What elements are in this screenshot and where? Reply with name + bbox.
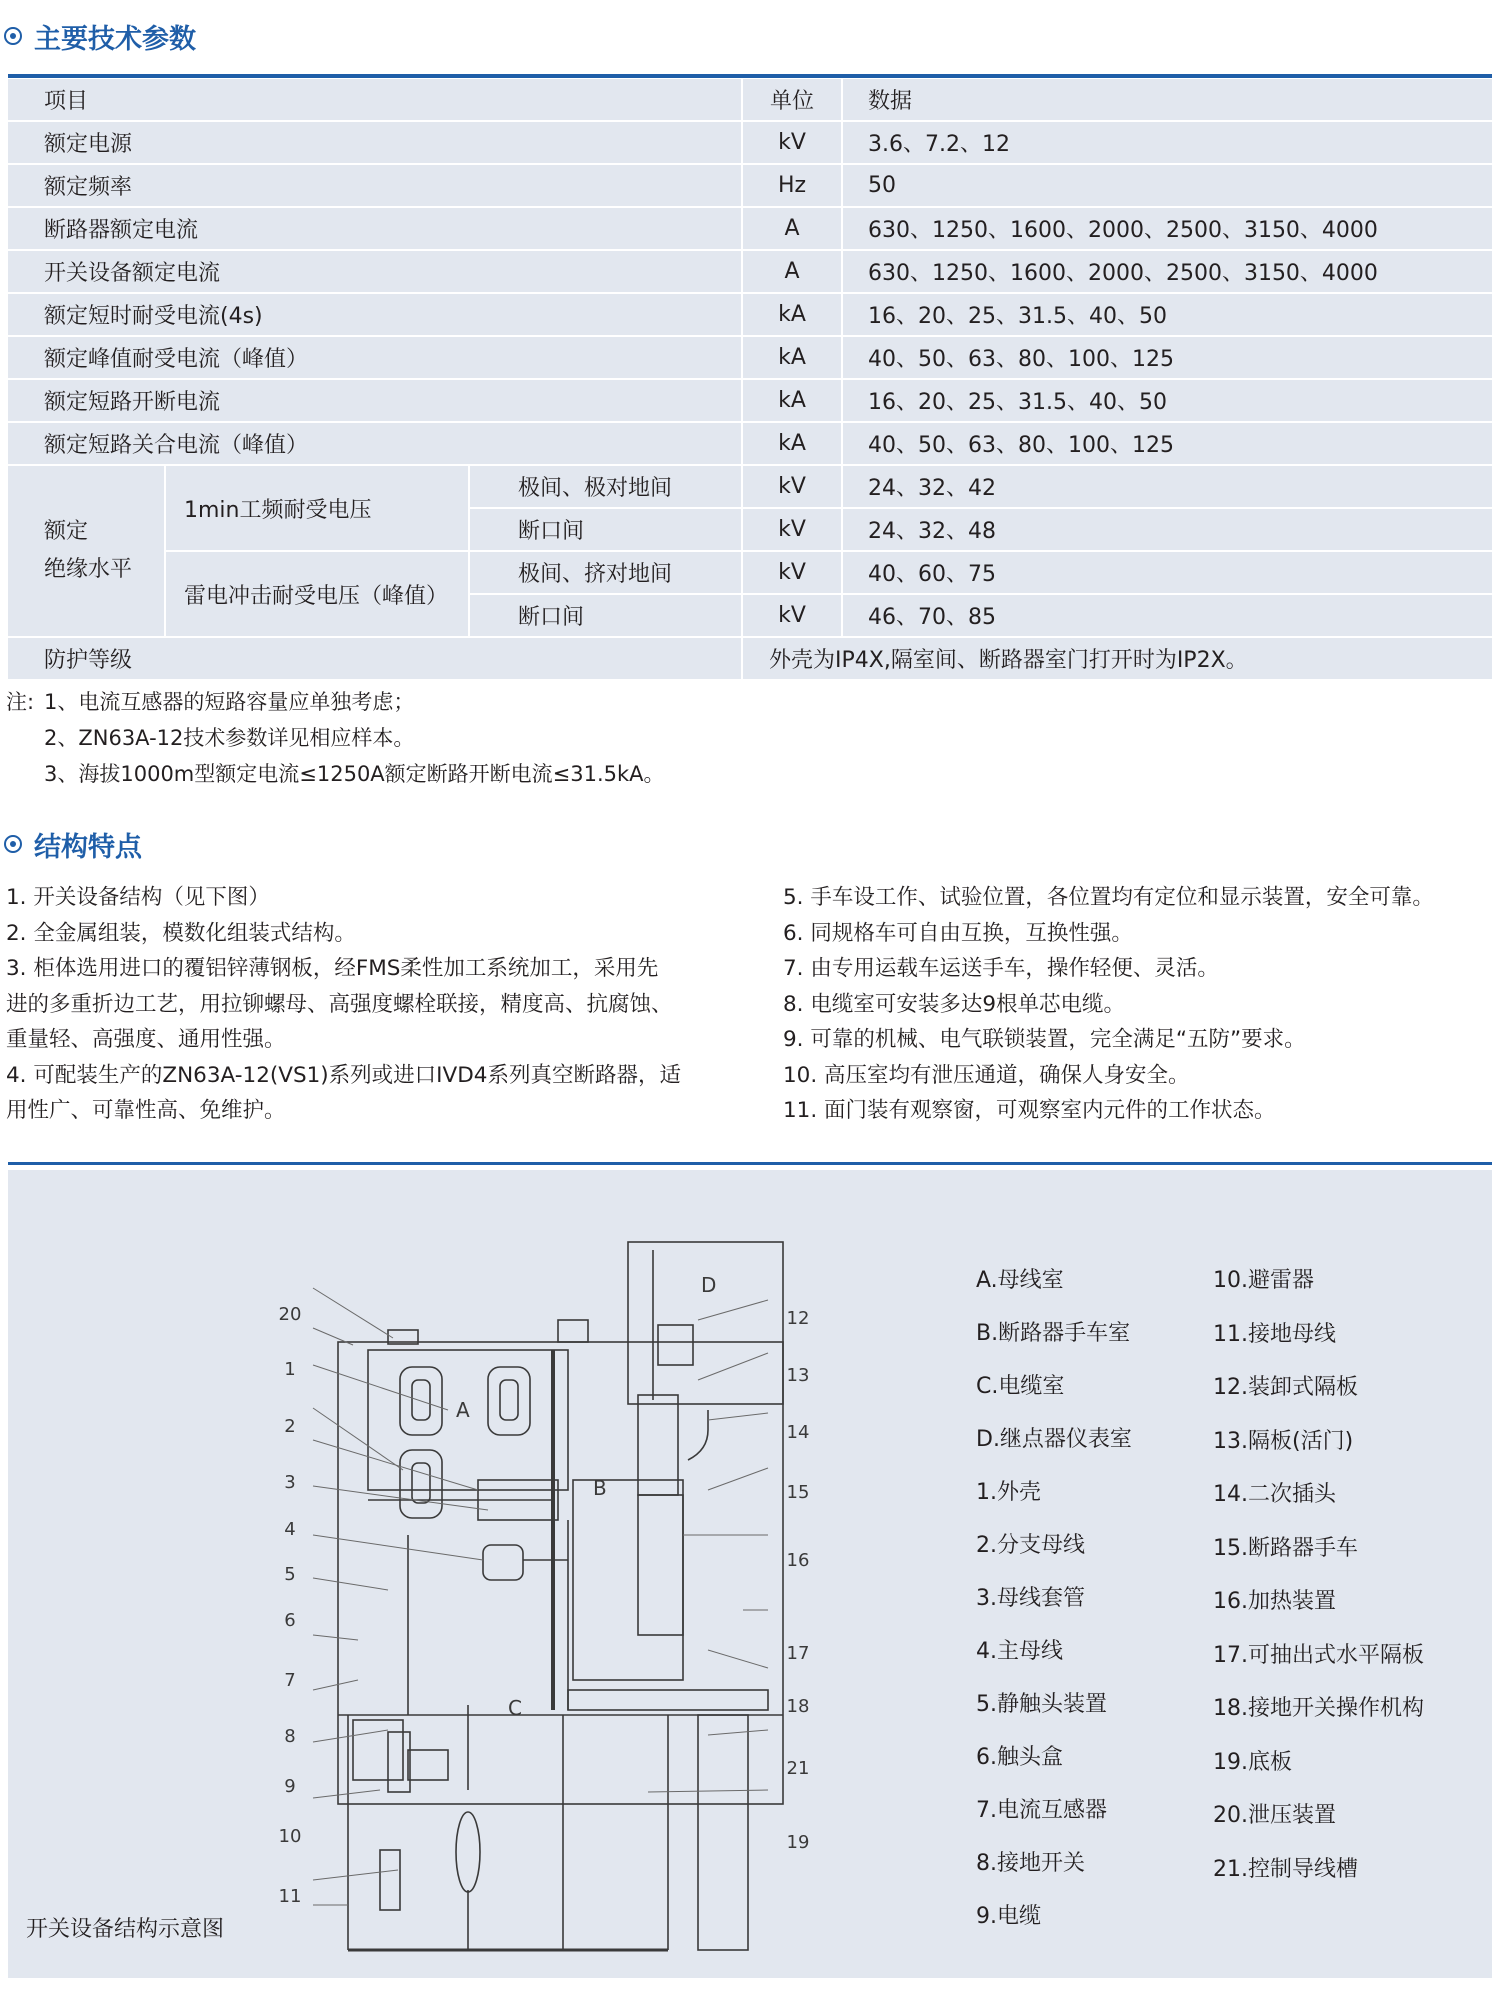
bullet-circle-icon (4, 27, 22, 45)
table-row (8, 551, 1492, 594)
legend-item: 15.断路器手车 (1213, 1535, 1358, 1561)
row-unit: A (742, 207, 842, 250)
callout-number: 5 (284, 1564, 296, 1585)
feature-line: 用性广、可靠性高、免维护。 (6, 1098, 286, 1123)
legend-col2 (1213, 1254, 1424, 1896)
feature-line: 7. 由专用运载车运送手车，操作轻便、灵活。 (783, 956, 1219, 981)
insulation-label (8, 465, 165, 637)
spec-table (8, 78, 1492, 681)
callout-number: 2 (284, 1416, 296, 1437)
callout-number: 9 (284, 1776, 296, 1797)
header-item: 项目 (8, 79, 742, 122)
section-title-params (0, 16, 196, 56)
feature-line: 6. 同规格车可自由互换，互换性强。 (783, 920, 1133, 946)
bullet-circle-icon (4, 835, 22, 853)
row-data: 40、50、63、80、100、125 (842, 336, 1492, 379)
diagram-panel (8, 1170, 1492, 1978)
row-item: 额定频率 (8, 164, 742, 207)
row-data: 3.6、7.2、12 (842, 121, 1492, 164)
section-rule (8, 1162, 1492, 1165)
insulation-label-line1: 额定 (44, 519, 89, 544)
feature-line: 2. 全金属组装，模数化组装式结构。 (6, 920, 356, 946)
table-row (8, 207, 1492, 250)
row-item: 额定峰值耐受电流（峰值） (8, 336, 742, 379)
row-sub: 极间、挤对地间 (469, 551, 742, 594)
row-unit: kV (742, 508, 842, 551)
header-data: 数据 (842, 79, 1492, 122)
row-unit: kV (742, 465, 842, 508)
table-row (8, 465, 1492, 508)
table-row (8, 336, 1492, 379)
row-data: 46、70、85 (842, 594, 1492, 637)
legend-item: 17.可抽出式水平隔板 (1213, 1642, 1424, 1668)
callout-number: 21 (786, 1758, 810, 1779)
row-item: 额定电源 (8, 121, 742, 164)
row-data: 24、32、48 (842, 508, 1492, 551)
row-sub: 断口间 (469, 594, 742, 637)
table-header-row (8, 79, 1492, 122)
row-item: 额定短路关合电流（峰值） (8, 422, 742, 465)
legend-item: D.继点器仪表室 (976, 1427, 1132, 1452)
legend-item: 2.分支母线 (976, 1533, 1085, 1558)
row-data: 40、50、63、80、100、125 (842, 422, 1492, 465)
row-data: 外壳为IP4X,隔室间、断路器室门打开时为IP2X。 (742, 637, 1492, 680)
row-unit: kA (742, 336, 842, 379)
table-row (8, 250, 1492, 293)
callout-number: 14 (786, 1422, 810, 1443)
feature-line: 3. 柜体选用进口的覆铝锌薄钢板，经FMS柔性加工系统加工，采用先 (6, 956, 659, 981)
callout-number: 16 (786, 1550, 810, 1571)
row-unit: Hz (742, 164, 842, 207)
legend-item: B.断路器手车室 (976, 1321, 1131, 1346)
row-data: 40、60、75 (842, 551, 1492, 594)
insulation-label-line2: 绝缘水平 (44, 557, 133, 582)
feature-line: 1. 开关设备结构（见下图） (6, 885, 270, 910)
legend-item: 6.触头盒 (976, 1745, 1063, 1770)
legend-item: 1.外壳 (976, 1480, 1041, 1505)
row-sub: 断口间 (469, 508, 742, 551)
table-row (8, 121, 1492, 164)
legend-item: 14.二次插头 (1213, 1482, 1336, 1507)
legend-item: C.电缆室 (976, 1374, 1065, 1399)
callout-number: 7 (284, 1670, 296, 1691)
row-item: 断路器额定电流 (8, 207, 742, 250)
feature-line: 11. 面门装有观察窗，可观察室内元件的工作状态。 (783, 1098, 1276, 1123)
note-line (6, 756, 665, 792)
legend-item: 12.装卸式隔板 (1213, 1375, 1358, 1400)
legend-item: 21.控制导线槽 (1213, 1856, 1358, 1882)
note-text: 2、ZN63A-12技术参数详见相应样本。 (44, 726, 415, 750)
insulation-group-lightning: 雷电冲击耐受电压（峰值） (165, 551, 469, 637)
section-title-text: 结构特点 (34, 831, 142, 863)
row-data: 16、20、25、31.5、40、50 (842, 379, 1492, 422)
row-item: 开关设备额定电流 (8, 250, 742, 293)
legend-item: 18.接地开关操作机构 (1213, 1696, 1424, 1721)
callout-number: 4 (284, 1519, 296, 1540)
legend-item: 11.接地母线 (1213, 1321, 1336, 1347)
compartment-label-d: D (701, 1273, 717, 1297)
row-item: 额定短时耐受电流(4s) (8, 293, 742, 336)
note-text: 1、电流互感器的短路容量应单独考虑； (44, 690, 415, 714)
legend-item: 8.接地开关 (976, 1851, 1085, 1876)
diagram-caption: 开关设备结构示意图 (26, 1917, 225, 1942)
feature-line: 重量轻、高强度、通用性强。 (6, 1027, 286, 1052)
row-unit: kA (742, 293, 842, 336)
feature-line: 9. 可靠的机械、电气联锁装置，完全满足“五防”要求。 (783, 1027, 1306, 1052)
legend-item: 19.底板 (1213, 1749, 1292, 1775)
row-data: 50 (842, 164, 1492, 207)
insulation-group-power-freq: 1min工频耐受电压 (165, 465, 469, 551)
feature-line: 5. 手车设工作、试验位置，各位置均有定位和显示装置，安全可靠。 (783, 885, 1434, 910)
legend-item: 5.静触头装置 (976, 1692, 1107, 1717)
row-data: 16、20、25、31.5、40、50 (842, 293, 1492, 336)
callout-number: 3 (284, 1472, 296, 1493)
legend-col1 (976, 1254, 1132, 1943)
table-row (8, 293, 1492, 336)
row-unit: A (742, 250, 842, 293)
callout-number: 20 (278, 1304, 302, 1325)
callout-number: 6 (284, 1610, 296, 1631)
section-title-text: 主要技术参数 (34, 23, 196, 55)
features-left (6, 880, 766, 1129)
table-row (8, 379, 1492, 422)
callout-number: 12 (786, 1308, 810, 1329)
row-unit: kV (742, 121, 842, 164)
feature-line: 4. 可配装生产的ZN63A-12(VS1)系列或进口IVD4系列真空断路器，适 (6, 1062, 681, 1088)
legend-item: 7.电流互感器 (976, 1798, 1107, 1823)
row-data: 630、1250、1600、2000、2500、3150、4000 (842, 207, 1492, 250)
note-line (6, 720, 665, 756)
row-data: 24、32、42 (842, 465, 1492, 508)
row-item: 额定短路开断电流 (8, 379, 742, 422)
legend-item: 4.主母线 (976, 1639, 1063, 1664)
callout-number: 15 (786, 1482, 810, 1503)
legend-item: 20.泄压装置 (1213, 1803, 1336, 1828)
callout-number: 1 (284, 1359, 296, 1380)
note-line (6, 684, 665, 720)
callout-number: 11 (278, 1886, 302, 1907)
relay-compartment (628, 1242, 783, 1404)
legend-item: 13.隔板(活门) (1213, 1428, 1354, 1454)
legend-item: 16.加热装置 (1213, 1589, 1336, 1614)
callout-number: 19 (786, 1832, 810, 1853)
header-unit: 单位 (742, 79, 842, 122)
feature-line: 进的多重折边工艺，用拉铆螺母、高强度螺栓联接，精度高、抗腐蚀、 (6, 991, 673, 1017)
row-sub: 极间、极对地间 (469, 465, 742, 508)
notes-label: 注: (6, 690, 35, 714)
legend-item: A.母线室 (976, 1268, 1064, 1293)
legend-item: 10.避雷器 (1213, 1268, 1314, 1293)
callout-number: 18 (786, 1696, 810, 1717)
feature-line: 10. 高压室均有泄压通道，确保人身安全。 (783, 1062, 1190, 1088)
row-unit: kA (742, 422, 842, 465)
row-unit: kV (742, 551, 842, 594)
table-row (8, 422, 1492, 465)
features-right (783, 880, 1495, 1129)
row-unit: kV (742, 594, 842, 637)
table-row (8, 637, 1492, 680)
row-unit: kA (742, 379, 842, 422)
notes (6, 684, 665, 792)
callout-number: 17 (786, 1643, 810, 1664)
note-text: 3、海拔1000m型额定电流≤1250A额定断路开断电流≤31.5kA。 (44, 762, 665, 786)
section-title-features (0, 824, 142, 864)
table-row (8, 164, 1492, 207)
row-data: 630、1250、1600、2000、2500、3150、4000 (842, 250, 1492, 293)
callout-number: 8 (284, 1726, 296, 1747)
callout-number: 13 (786, 1365, 810, 1386)
row-item: 防护等级 (8, 637, 742, 680)
legend-item: 3.母线套管 (976, 1586, 1085, 1611)
compartment-label-c: C (508, 1696, 522, 1720)
feature-line: 8. 电缆室可安装多达9根单芯电缆。 (783, 991, 1126, 1017)
legend-item: 9.电缆 (976, 1904, 1041, 1929)
compartment-label-a: A (456, 1398, 470, 1422)
callout-number: 10 (278, 1826, 302, 1847)
compartment-label-b: B (593, 1476, 607, 1500)
